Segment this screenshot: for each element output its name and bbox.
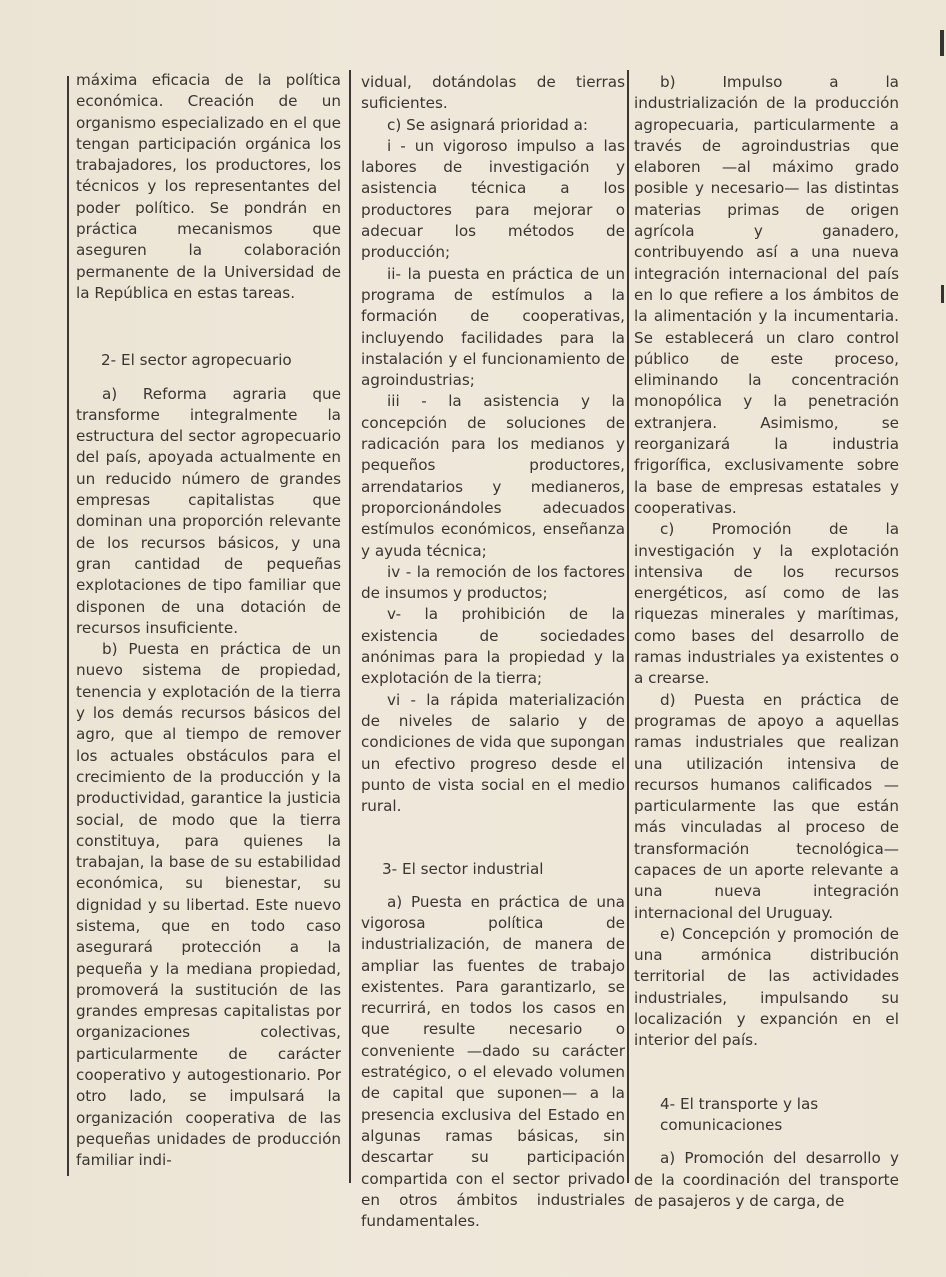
paragraph: e) Concepción y promoción de una armónica distribución territorial de las actividades industriales, impulsando su localización y expanción en el interior del país. xyxy=(634,924,899,1050)
column-rule-left xyxy=(67,76,69,1176)
paragraph: a) Puesta en práctica de una vigorosa política de industrialización, de manera de ampliar las fuentes de trabajo existentes. Para garantizarlo, se recurrirá, en todos los casos en que resulte necesario o conveniente —dado su carácter estratégico, o el elevado volumen de capital que suponen— a la presencia exclusiva del Estado en algunas ramas básicas, sin descartar su participación compartida con el sector privado en otros ámbitos industriales fundamentales. xyxy=(361,892,625,1231)
section-heading-industrial: 3- El sector industrial xyxy=(382,860,544,879)
section-heading-agropecuario: 2- El sector agropecuario xyxy=(101,351,292,370)
paragraph: a) Promoción del desarrollo y de la coordinación del transporte de pasajeros y de carga, de xyxy=(634,1149,899,1210)
list-item: iii - la asistencia y la concepción de soluciones de radicación para los medianos y pequeños productores, arrendatarios y medianeros, proporcionándoles adecuados estímulos económicos, enseñanza y ayuda técnica; xyxy=(361,392,625,560)
list-item: iv - la remoción de los factores de insumos y productos; xyxy=(361,562,625,603)
page-edge-mark xyxy=(941,285,944,303)
column-rule-right xyxy=(627,70,629,1183)
paragraph: c) Se asignará prioridad a: xyxy=(387,115,589,134)
text-column-1 xyxy=(76,70,341,1172)
column-rule-middle xyxy=(349,70,351,1183)
list-item: ii- la puesta en práctica de un programa de estímulos a la formación de cooperativas, incluyendo facilidades para la instalación y el funcionamiento de agroindustrias; xyxy=(361,264,625,390)
paragraph: d) Puesta en práctica de programas de apoyo a aquellas ramas industriales que realizan una utilización intensiva de recursos humanos calificados —particularmente las que están más vinculadas al proceso de transformación tecnológica— capaces de un aporte relevante a una nueva integración internacional del Uruguay. xyxy=(634,690,899,922)
paragraph: b) Impulso a la industrialización de la producción agropecuaria, particularmente a través de agroindustrias que elaboren —al máximo grado posible y necesario— las distintas materias primas de origen agrícola y ganadero, contribuyendo así a una nueva integración internacional del país en lo que refiere a los ámbitos de la alimentación y la incumentaria. Se establecerá un claro control público de este proceso, eliminando la concentración monopólica y la penetración extranjera. Asimismo, se reorganizará la industria frigorífica, exclusivamente sobre la base de empresas estatales y cooperativas. xyxy=(634,73,899,517)
paragraph: máxima eficacia de la política económica. Creación de un organismo especializado en el que tengan participación orgánica los trabajadores, los productores, los técnicos y los representantes del poder político. Se pondrán en práctica mecanismos que aseguren la colaboración permanente de la Universidad de la República en estas tareas. xyxy=(76,71,341,302)
paragraph: b) Puesta en práctica de un nuevo sistema de propiedad, tenencia y explotación de la tierra y los demás recursos básicos del agro, que al tiempo de remover los actuales obstáculos para el crecimiento de la producción y la productividad, garantice la justicia social, de modo que la tierra constituya, para quienes la trabajan, la base de su estabilidad económica, su bienestar, su dignidad y su libertad. Este nuevo sistema, que en todo caso asegurará protección a la pequeña y la mediana propiedad, promoverá la sustitución de las grandes empresas capitalistas por organizaciones colectivas, particularmente de carácter cooperativo y autogestionario. Por otro lado, se impulsará la organización cooperativa de las pequeñas unidades de producción familiar indi- xyxy=(76,640,341,1170)
paragraph: a) Reforma agraria que transforme integralmente la estructura del sector agropecuario del país, apoyada actualmente en un reducido número de grandes empresas capitalistas que dominan una proporción relevante de los recursos básicos, y una gran cantidad de pequeñas explotaciones de tipo familiar que disponen de una dotación de recursos insuficiente. xyxy=(76,384,341,637)
list-item: vi - la rápida materialización de niveles de salario y de condiciones de vida que supongan un efectivo progreso desde el punto de vista social en el medio rural. xyxy=(361,690,625,816)
list-item: v- la prohibición de la existencia de sociedades anónimas para la propiedad y la explotación de la tierra; xyxy=(361,605,625,688)
paragraph: c) Promoción de la investigación y la explotación intensiva de los recursos energéticos, así como de las riquezas minerales y marítimas, como bases del desarrollo de ramas industriales ya existentes o a crearse. xyxy=(634,520,899,688)
page-edge-mark xyxy=(940,30,944,56)
text-column-3 xyxy=(634,72,899,1212)
section-heading-transporte: 4- El transporte y las comunicaciones xyxy=(660,1094,819,1134)
text-column-2 xyxy=(361,72,625,1232)
paragraph: vidual, dotándolas de tierras suficientes. xyxy=(361,73,625,113)
list-item: i - un vigoroso impulso a las labores de investigación y asistencia técnica a los productores para mejorar o adecuar los métodos de producción; xyxy=(361,136,625,262)
